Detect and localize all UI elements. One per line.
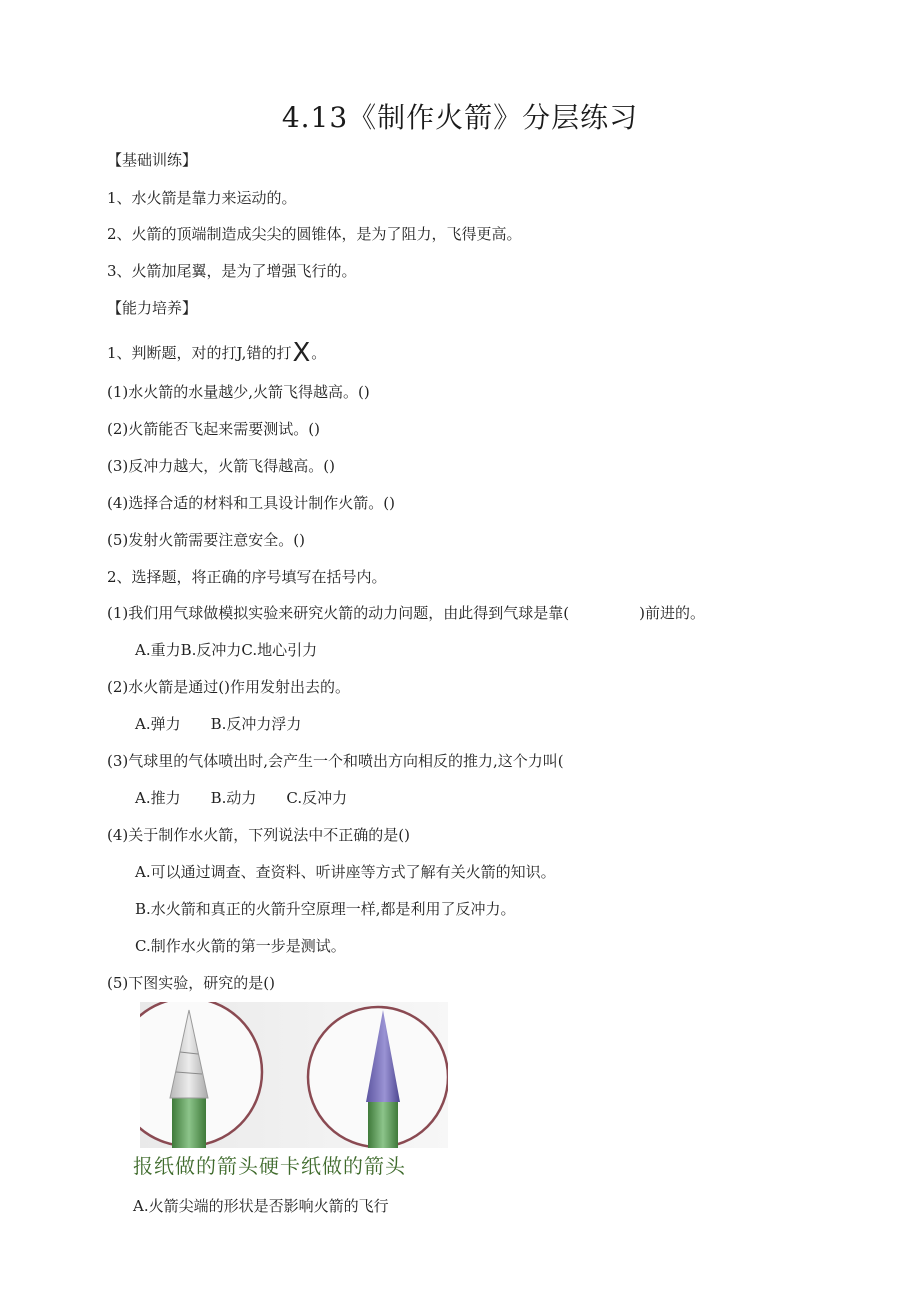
choice-q2-option-a: A.弹力 <box>135 715 181 733</box>
section-heading-basic: 【基础训练】 <box>107 151 198 169</box>
choice-q3-option-a: A.推力 <box>135 789 181 807</box>
right-bottle <box>368 1098 398 1148</box>
choice-question-5: (5)下图实验，研究的是() <box>107 974 275 992</box>
choice-q4-option-c: C.制作水火箭的第一步是测试。 <box>135 937 346 955</box>
choice-q3-option-b: B.动力 <box>210 789 257 807</box>
section-heading-ability: 【能力培养】 <box>107 299 198 317</box>
page-title: 4.13《制作火箭》分层练习 <box>281 101 639 134</box>
rocket-tips-illustration <box>140 1002 448 1148</box>
judge-intro-end: 。 <box>311 344 327 362</box>
choice-q4-option-a: A.可以通过调查、查资料、听讲座等方式了解有关火箭的知识。 <box>135 863 556 881</box>
choice-q2-options <box>135 714 301 734</box>
left-bottle <box>172 1092 206 1148</box>
judge-item-4: (4)选择合适的材料和工具设计制作火箭。() <box>107 494 395 512</box>
rocket-tip-figure <box>140 1002 448 1148</box>
wrong-mark-x: X <box>292 338 311 368</box>
judge-intro <box>107 338 327 368</box>
choice-q1-end: )前进的。 <box>639 604 705 622</box>
choice-q5-option-a: A.火箭尖端的形状是否影响火箭的飞行 <box>133 1197 389 1215</box>
choice-q2-option-b: B.反冲力浮力 <box>210 715 302 733</box>
judge-item-1: (1)水火箭的水量越少,火箭飞得越高。() <box>107 383 370 401</box>
choice-q1-options: A.重力B.反冲力C.地心引力 <box>135 641 318 659</box>
choice-question-3: (3)气球里的气体喷出时,会产生一个和喷出方向相反的推力,这个力叫( <box>107 752 564 770</box>
choice-question-1 <box>107 603 705 623</box>
basic-question-3: 3、火箭加尾翼，是为了增强飞行的。 <box>107 262 357 280</box>
choice-q3-option-c: C.反冲力 <box>286 789 348 807</box>
judge-item-3: (3)反冲力越大，火箭飞得越高。() <box>107 457 335 475</box>
basic-question-2: 2、火箭的顶端制造成尖尖的圆锥体，是为了阻力，飞得更高。 <box>107 225 522 243</box>
choice-q1-text: (1)我们用气球做模拟实验来研究火箭的动力问题，由此得到气球是靠( <box>107 604 570 622</box>
judge-item-2: (2)火箭能否飞起来需要测试。() <box>107 420 320 438</box>
judge-intro-text: 1、判断题，对的打J,错的打 <box>107 344 292 362</box>
figure-caption: 报纸做的箭头硬卡纸做的箭头 <box>133 1154 406 1178</box>
choice-q3-options <box>135 788 347 808</box>
basic-question-1: 1、水火箭是靠力来运动的。 <box>107 189 297 207</box>
choice-question-4: (4)关于制作水火箭，下列说法中不正确的是() <box>107 826 410 844</box>
choice-intro: 2、选择题，将正确的序号填写在括号内。 <box>107 568 387 586</box>
judge-item-5: (5)发射火箭需要注意安全。() <box>107 531 305 549</box>
choice-q4-option-b: B.水火箭和真正的火箭升空原理一样,都是利用了反冲力。 <box>135 900 516 918</box>
choice-question-2: (2)水火箭是通过()作用发射出去的。 <box>107 678 350 696</box>
